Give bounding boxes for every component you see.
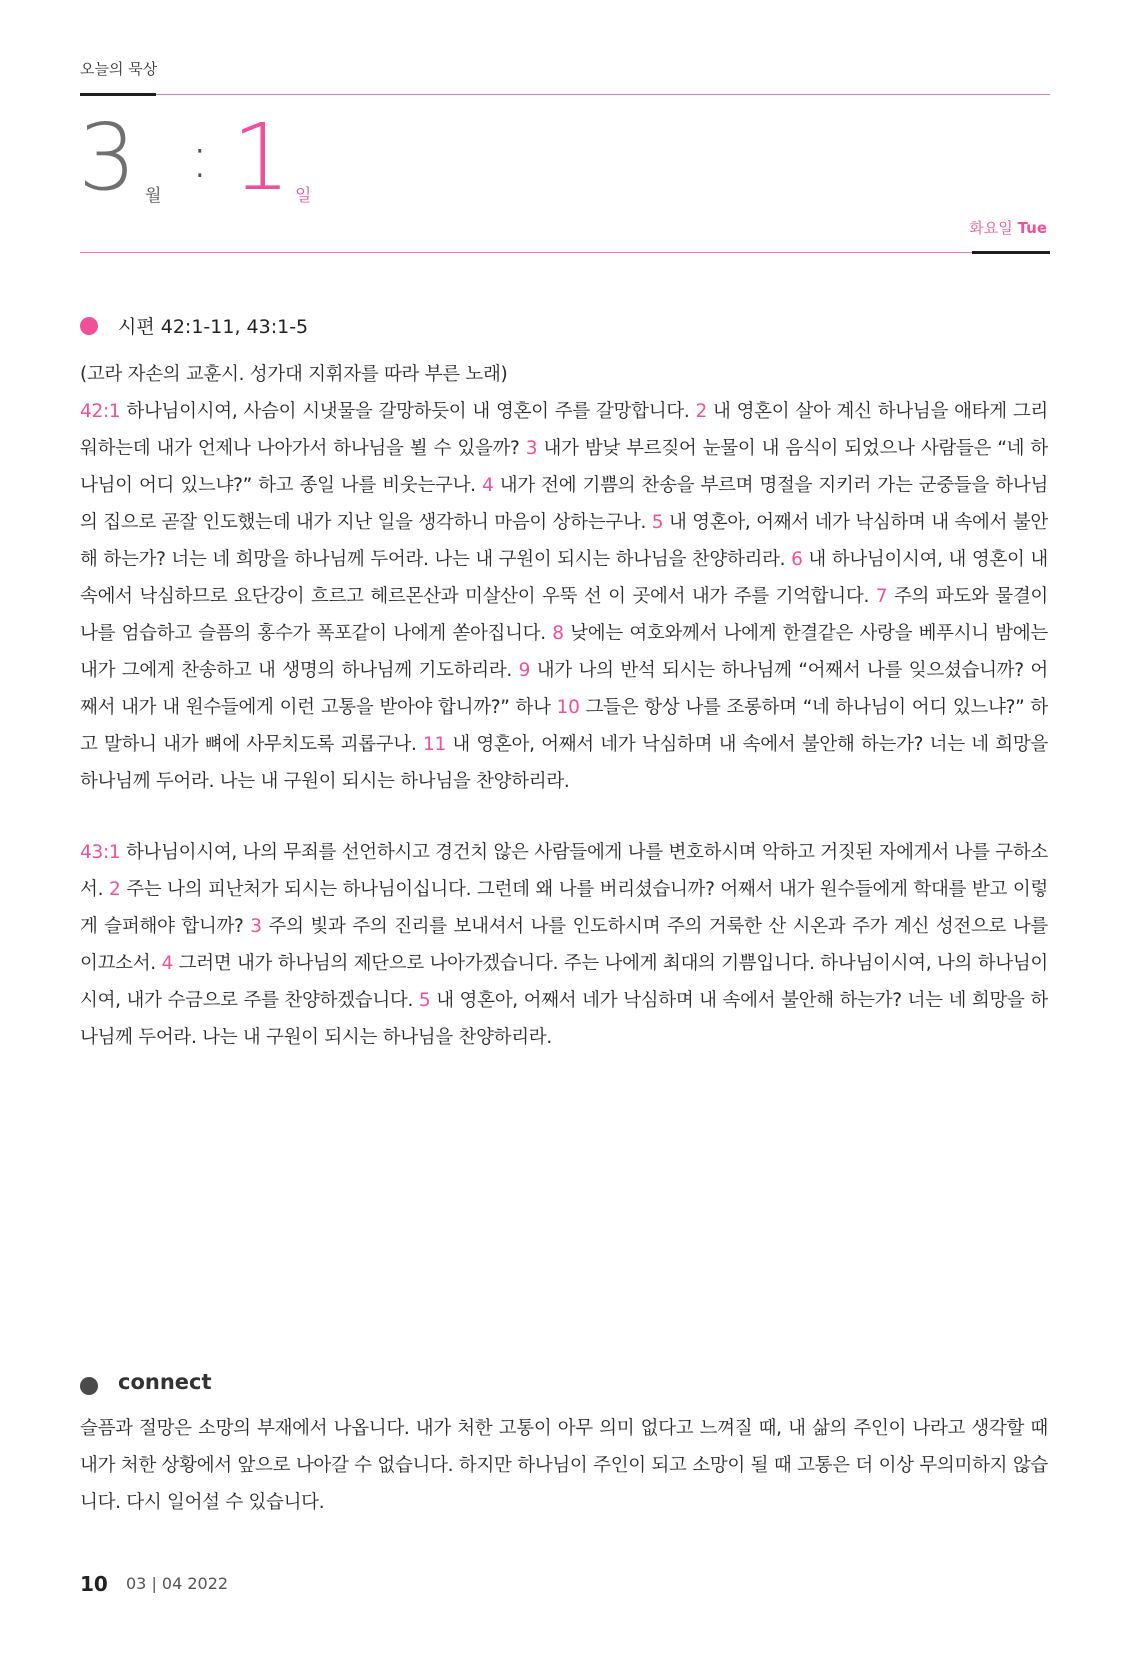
scripture-body [80,356,1048,1056]
connect-heading: connect [118,1370,212,1394]
header-rule-pink [156,94,1050,95]
section-label: 오늘의 묵상 [80,60,158,78]
verse-number: 10 [556,697,580,718]
verse-text: 내가 전에 기쁨의 찬송을 부르며 명절을 지키러 가는 군중들을 하나님의 집으로 곧잘 인도했는데 내가 지난 일을 생각하니 마음이 상하는구나. [80,475,1049,533]
date-colon: : [190,123,210,191]
verse-number: 4 [482,475,494,496]
verse-text: 하나님이시여, 나의 무죄를 선언하시고 경건치 않은 사람들에게 나를 변호하시며 악하고 거짓된 자에게서 나를 구하소서. [80,842,1048,900]
day-unit: 일 [295,186,312,206]
month-unit: 월 [145,186,162,206]
verse-number: 6 [791,549,803,570]
scripture-bullet-icon [80,317,98,335]
verse-text: 내 영혼아, 어째서 네가 낙심하며 내 속에서 불안해 하는가? 너는 네 희망을 하나님께 두어라. 나는 내 구원이 되시는 하나님을 찬양하리라. [80,990,1049,1048]
verse-text: 내가 밤낮 부르짖어 눈물이 내 음식이 되었으나 사람들은 “네 하나님이 어디 있느냐?” 하고 종일 나를 비웃는구나. [80,438,1048,496]
weekday-english: Tue [1017,219,1047,237]
connect-body: 슬픔과 절망은 소망의 부재에서 나옵니다. 내가 처한 고통이 아무 의미 없다고 느껴질 때, 내 삶의 주인이 나라고 생각할 때 내가 처한 상황에서 앞으로 나아갈 수 없습니다. 하지만 하나님이 주인이 되고 소망이 될 때 고통은 더 이상 무의미하지 않습니다. 다시 일어설 수 있습니다. [80,1418,1048,1513]
chapter-42-paragraph [80,393,1048,800]
verse-number: 5 [418,990,431,1011]
issue-date: 03 | 04 2022 [126,1574,229,1593]
verse-number: 3 [250,916,262,937]
connect-bullet-icon [80,1377,98,1395]
verse-number: 9 [518,660,531,681]
verse-text: 낮에는 여호와께서 나에게 한결같은 사랑을 베푸시니 밤에는 내가 그에게 찬송하고 내 생명의 하나님께 기도하리라. [80,623,1048,681]
header-rule-dark [80,93,156,96]
verse-number: 11 [422,734,446,755]
verse-text: 주의 파도와 물결이 나를 엄습하고 슬픔의 홍수가 폭포같이 나에게 쏟아집니다. [80,586,1048,644]
verse-text: 내 하나님이시여, 내 영혼이 내 속에서 낙심하므로 요단강이 흐르고 헤르몬산과 미살산이 우뚝 선 이 곳에서 내가 주를 기억합니다. [80,549,1049,607]
verse-number: 2 [108,879,121,900]
date-rule-dark [972,251,1050,254]
verse-number: 3 [525,438,538,459]
superscription: (고라 자손의 교훈시. 성가대 지휘자를 따라 부른 노래) [80,364,508,385]
page-number: 10 [80,1572,108,1596]
verse-number: 2 [695,401,707,422]
verse-text: 주는 나의 피난처가 되시는 하나님이십니다. 그런데 왜 나를 버리셨습니까? 어째서 내가 원수들에게 학대를 받고 이렇게 슬퍼해야 합니까? [80,879,1048,937]
verse-text: 내 영혼아, 어째서 네가 낙심하며 내 속에서 불안해 하는가? 너는 네 희망을 하나님께 두어라. 나는 내 구원이 되시는 하나님을 찬양하리라. [80,512,1048,570]
date-rule-pink [80,252,972,253]
verse-text: 내 영혼이 살아 계신 하나님을 애타게 그리워하는데 내가 언제나 나아가서 하나님을 뵐 수 있을까? [80,401,1048,459]
month-number: 3 [78,104,137,211]
verse-number: 43:1 [80,842,121,863]
verse-number: 8 [552,623,564,644]
verse-text: 그들은 항상 나를 조롱하며 “네 하나님이 어디 있느냐?” 하고 말하니 내가 뼈에 사무치도록 괴롭구나. [80,697,1048,755]
scripture-reference: 시편 42:1-11, 43:1-5 [118,316,309,338]
verse-number: 5 [651,512,664,533]
verse-text: 주의 빛과 주의 진리를 보내셔서 나를 인도하시며 주의 거룩한 산 시온과 주가 계신 성전으로 나를 이끄소서. [80,916,1048,974]
day-number: 1 [232,104,291,211]
verse-number: 4 [161,953,173,974]
weekday-korean: 화요일 [969,219,1013,237]
weekday [969,217,1047,238]
verse-text: 하나님이시여, 사슴이 시냇물을 갈망하듯이 내 영혼이 주를 갈망합니다. [126,401,690,422]
verse-text: 내가 나의 반석 되시는 하나님께 “어째서 나를 잊으셨습니까? 어째서 내가 내 원수들에게 이런 고통을 받아야 합니까?” 하나 [80,660,1048,718]
verse-number: 42:1 [80,401,121,422]
verse-text: 내 영혼아, 어째서 네가 낙심하며 내 속에서 불안해 하는가? 너는 네 희망을 하나님께 두어라. 나는 내 구원이 되시는 하나님을 찬양하리라. [80,734,1048,792]
chapter-43-paragraph [80,834,1048,1056]
verse-number: 7 [875,586,888,607]
verse-text: 그러면 내가 하나님의 제단으로 나아가겠습니다. 주는 나에게 최대의 기쁨입니다. 하나님이시여, 나의 하나님이시여, 내가 수금으로 주를 찬양하겠습니다. [80,953,1048,1011]
